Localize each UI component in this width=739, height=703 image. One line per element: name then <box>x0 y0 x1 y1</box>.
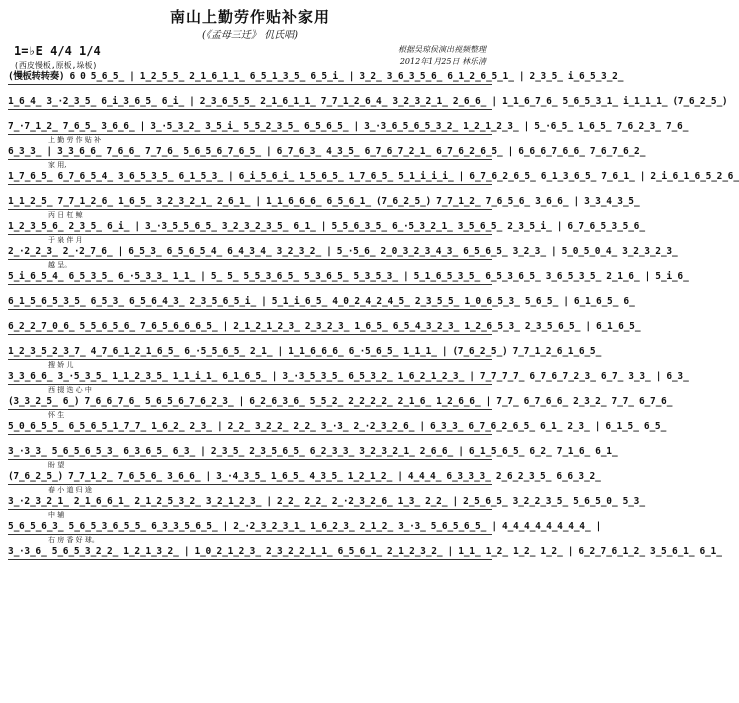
music-line: 1̲6̲4̲ 3̲·2̲3̲5̲ 6̲i̲3̲6̲5̲ 6̲i̲ | 2̲3̲6̲5̲5̲ 2̲1̲6̲1̲1̲ 7̲7̲1̲2̲6̲4̲ 3̲2̲3̲2̲1̲ 2̲6̲6̲ | 1̲1̲6̲7̲6̲ 5̲6̲5̲3̲1̲ i̲1̲1̲1̲ (7̲6̲2̲5̲) <box>8 95 492 110</box>
music-line: 5̲i̲6̲5̲4̲ 6̲5̲3̲5̲ 6̲·5̲3̲3̲ 1̲1̲ | 5̲ 5̲ 5̲5̲3̲6̲5̲ 5̲3̲6̲5̲ 5̲3̲5̲3̲ | 5̲1̲6̲5̲3̲5̲ 6̲5̲3̲6̲5̲ 3̲6̲5̲3̲5̲ 2̲1̲6̲ | 5̲i̲6̲ <box>8 270 492 285</box>
lyric-line: 于 泉 伴 月 <box>48 236 83 244</box>
lyric-line <box>8 110 492 120</box>
lyric-line <box>8 85 492 95</box>
lyric-line: 越 呈。 <box>48 261 72 269</box>
lyric-line <box>8 335 492 345</box>
key-signature: 1=♭E 4/4 1/4 <box>14 44 101 58</box>
music-line: 6̲1̲5̲6̲5̲3̲5̲ 6̲5̲3̲ 6̲5̲6̲4̲3̲ 2̲3̲5̲6̲5̲i̲ | 5̲1̲i̲6̲5̲ 4̲0̲2̲4̲2̲4̲5̲ 2̲3̲5̲5̲ 1̲0̲6̲5̲3̲ 5̲6̲5̲ | 6̲1̲6̲5̲ 6̲ <box>8 295 492 310</box>
lyric-line <box>8 310 492 320</box>
lyric-line: 家 用, <box>48 161 67 169</box>
music-line: 3̲·2̲3̲2̲1̲ 2̲1̲6̲6̲1̲ 2̲1̲2̲5̲3̲2̲ 3̲2̲1̲2̲3̲ | 2̲2̲ 2̲2̲ 2̲·2̲3̲2̲6̲ 1̲3̲ 2̲2̲ | 2̲5̲6̲5̲ 3̲2̲2̲3̲5̲ 5̲6̲5̲0̲ 5̲3̲ <box>8 495 492 510</box>
lyric-line: 春 小 道 归 途 <box>48 486 92 494</box>
music-line: 7̲·7̲1̲2̲ 7̲6̲5̲ 3̲6̲6̲ | 3̲·5̲3̲2̲ 3̲5̲i̲ 5̲5̲2̲3̲5̲ 6̲5̲6̲5̲ | 3̲·3̲6̲5̲6̲5̲3̲2̲ 1̲2̲1̲2̲3̲ | 5̲·6̲5̲ 1̲6̲5̲ 7̲6̲2̲3̲ 7̲6̲ <box>8 120 492 135</box>
page-title: 南山上勤劳作贴补家用 <box>169 8 330 26</box>
lyric-line: 右 房 香 好 球。 <box>48 536 99 544</box>
lyric-line: 中 辅 <box>48 511 65 519</box>
lyric-line: 丙 日 杠 鲸 <box>48 211 83 219</box>
subtitle: (《孟母三迁》 仉氏唱) <box>202 30 298 41</box>
credit-line: 根据吴琼侯演出视频整理 <box>398 45 486 54</box>
lyric-line: 西 掇 迭 心 中 <box>48 386 92 394</box>
music-line: 3̲·3̲6̲ 5̲6̲5̲3̲2̲2̲ 1̲2̲1̲3̲2̲ | 1̲0̲2̲1̲2̲3̲ 2̲3̲2̲2̲1̲1̲ 6̲5̲6̲1̲ 2̲1̲2̲3̲2̲ | 1̲1̲ 1̲2̲ 1̲2̲ 1̲2̲ | 6̲2̲7̲6̲1̲2̲ 3̲5̲6̲1̲ 6̲1̲ <box>8 545 492 560</box>
music-line: 6̲2̲2̲7̲0̲6̲ 5̲5̲6̲5̲6̲ 7̲6̲5̲6̲6̲6̲5̲ | 2̲1̲2̲1̲2̲3̲ 2̲3̲2̲3̲ 1̲6̲5̲ 6̲5̲4̲3̲2̲3̲ 1̲2̲6̲5̲3̲ 2̲3̲5̲6̲5̲ | 6̲1̲6̲5̲ <box>8 320 492 335</box>
lyric-line: 怀 生 <box>48 411 65 419</box>
lyric-line <box>8 185 492 195</box>
music-line: 5̲6̲5̲6̲3̲ 5̲6̲5̲3̲6̲5̲5̲ 6̲3̲3̲5̲6̲5̲ | 2̲·2̲3̲2̲3̲1̲ 1̲6̲2̲3̲ 2̲1̲2̲ 3̲·3̲ 5̲6̲5̲6̲5̲ | 4̲4̲4̲4̲4̲4̲4̲4̲ | <box>8 520 492 535</box>
music-line: 6̲3̲3̲ | 3̲3̲6̲6̲ 7̲6̲6̲ 7̲7̲6̲ 5̲6̲5̲6̲7̲6̲5̲ | 6̲7̲6̲3̲ 4̲3̲5̲ 6̲7̲6̲7̲2̲1̲ 6̲7̲6̲2̲6̲5̲ | 6̲6̲6̲7̲6̲6̲ 7̲6̲7̲6̲2̲ <box>8 145 492 160</box>
music-line: 1̲1̲2̲5̲ 7̲7̲1̲2̲6̲ 1̲6̲5̲ 3̲2̲3̲2̲1̲ 2̲6̲1̲ | 1̲1̲6̲6̲6̲ 6̲5̲6̲1̲ (7̲6̲2̲5̲) 7̲7̲1̲2̲ 7̲6̲5̲6̲ 3̲6̲6̲ | 3̲3̲4̲3̲5̲ <box>8 195 492 210</box>
lyric-line <box>8 560 492 570</box>
music-line: 5̲0̲6̲5̲5̲ 6̲5̲6̲5̲1̲7̲7̲ 1̲6̲2̲ 2̲3̲ | 2̲2̲ 3̲2̲2̲ 2̲2̲ 3̲·3̲ 2̲·2̲3̲2̲6̲ | 6̲3̲3̲ 6̲7̲6̲2̲6̲5̲ 6̲1̲ 2̲3̲ | 6̲1̲5̲ 6̲5̲ <box>8 420 492 435</box>
date-credit: 2012年1月25日 林乐清 <box>399 57 486 66</box>
music-line: (慢板转转奏) 6 0 5̲6̲5̲ | 1̲2̲5̲5̲ 2̲1̲6̲1̲1̲ 6̲5̲1̲3̲5̲ 6̲5̲i̲ | 3̲2̲ 3̲6̲3̲5̲6̲ 6̲1̲2̲6̲5̲1̲ | 2̲3̲5̲ i̲6̲5̲3̲2̲ <box>8 70 492 85</box>
music-line: (3̲3̲2̲5̲ 6̲) 7̲6̲6̲7̲6̲ 5̲6̲5̲6̲7̲6̲2̲3̲ | 6̲2̲6̲3̲6̲ 5̲5̲2̲ 2̲2̲2̲2̲ 2̲1̲6̲ 1̲2̲6̲6̲ | 7̲7̲ 6̲7̲6̲6̲ 2̲3̲2̲ 7̲7̲ 6̲7̲6̲ <box>8 395 492 410</box>
lyric-line <box>8 435 492 445</box>
lyric-line <box>8 285 492 295</box>
lyric-line: 盼 望 <box>48 461 65 469</box>
music-line: 1̲7̲6̲5̲ 6̲7̲6̲5̲4̲ 3̲6̲5̲3̲5̲ 6̲1̲5̲3̲ | 6̲i̲5̲6̲i̲ 1̲5̲6̲5̲ 1̲7̲6̲5̲ 5̲1̲i̲i̲i̲ | 6̲7̲6̲2̲6̲5̲ 6̲1̲3̲6̲5̲ 7̲6̲1̲ | 2̲i̲6̲1̲6̲5̲2̲6̲ <box>8 170 492 185</box>
music-line: 1̲2̲3̲5̲6̲ 2̲3̲5̲ 6̲i̲ | 3̲·3̲5̲5̲6̲5̲ 3̲2̲3̲2̲3̲5̲ 6̲1̲ | 5̲5̲6̲3̲5̲ 6̲·5̲3̲2̲1̲ 3̲5̲6̲5̲ 2̲3̲5̲i̲ | 6̲7̲6̲5̲3̲5̲6̲ <box>8 220 492 235</box>
music-line: 1̲2̲3̲5̲2̲3̲7̲ 4̲7̲6̲1̲2̲1̲6̲5̲ 6̲·5̲5̲6̲5̲ 2̲1̲ | 1̲1̲6̲6̲6̲ 6̲·5̲6̲5̲ 1̲1̲1̲ | (7̲6̲2̲5̲) 7̲7̲1̲2̲6̲1̲6̲5̲ <box>8 345 492 360</box>
lyric-line: 上 勤 劳 作 贴 补 <box>48 136 102 144</box>
music-line: 3̲·3̲3̲ 5̲6̲5̲6̲5̲3̲ 6̲3̲6̲5̲ 6̲3̲ | 2̲3̲5̲ 2̲3̲5̲6̲5̲ 6̲2̲3̲3̲ 3̲2̲3̲2̲1̲ 2̲6̲6̲ | 6̲1̲5̲6̲5̲ 6̲2̲ 7̲1̲6̲ 6̲1̲ <box>8 445 492 460</box>
music-line: (7̲6̲2̲5̲) 7̲7̲1̲2̲ 7̲6̲5̲6̲ 3̲6̲6̲ | 3̲·4̲3̲5̲ 1̲6̲5̲ 4̲3̲5̲ 1̲2̲1̲2̲ | 4̲4̲4̲ 6̲3̲3̲3̲ 2̲6̲2̲3̲5̲ 6̲6̲3̲2̲ <box>8 470 492 485</box>
music-line: 2̲·2̲2̲3̲ 2̲·2̲7̲6̲ | 6̲5̲3̲ 6̲5̲6̲5̲4̲ 6̲4̲3̲4̲ 3̲2̲3̲2̲ | 5̲·5̲6̲ 2̲0̲3̲2̲3̲4̲3̲ 6̲5̲6̲5̲ 3̲2̲3̲ | 5̲0̲5̲0̲4̲ 3̲2̲3̲2̲3̲ <box>8 245 492 260</box>
lyric-line: 搜 娇 儿 <box>48 361 74 369</box>
music-line: 3̲3̲6̲6̲ 3̲·5̲3̲5̲ 1̲1̲2̲3̲5̲ 1̲1̲i̲1̲ 6̲1̲6̲5̲ | 3̲·3̲5̲3̲5̲ 6̲5̲3̲2̲ 1̲6̲2̲1̲2̲3̲ | 7̲7̲7̲7̲ 6̲7̲6̲7̲2̲3̲ 6̲7̲ 3̲3̲ | 6̲3̲ <box>8 370 492 385</box>
tempo-note: (西皮慢板,原板,垛板) <box>14 61 98 70</box>
score-body <box>8 70 739 570</box>
